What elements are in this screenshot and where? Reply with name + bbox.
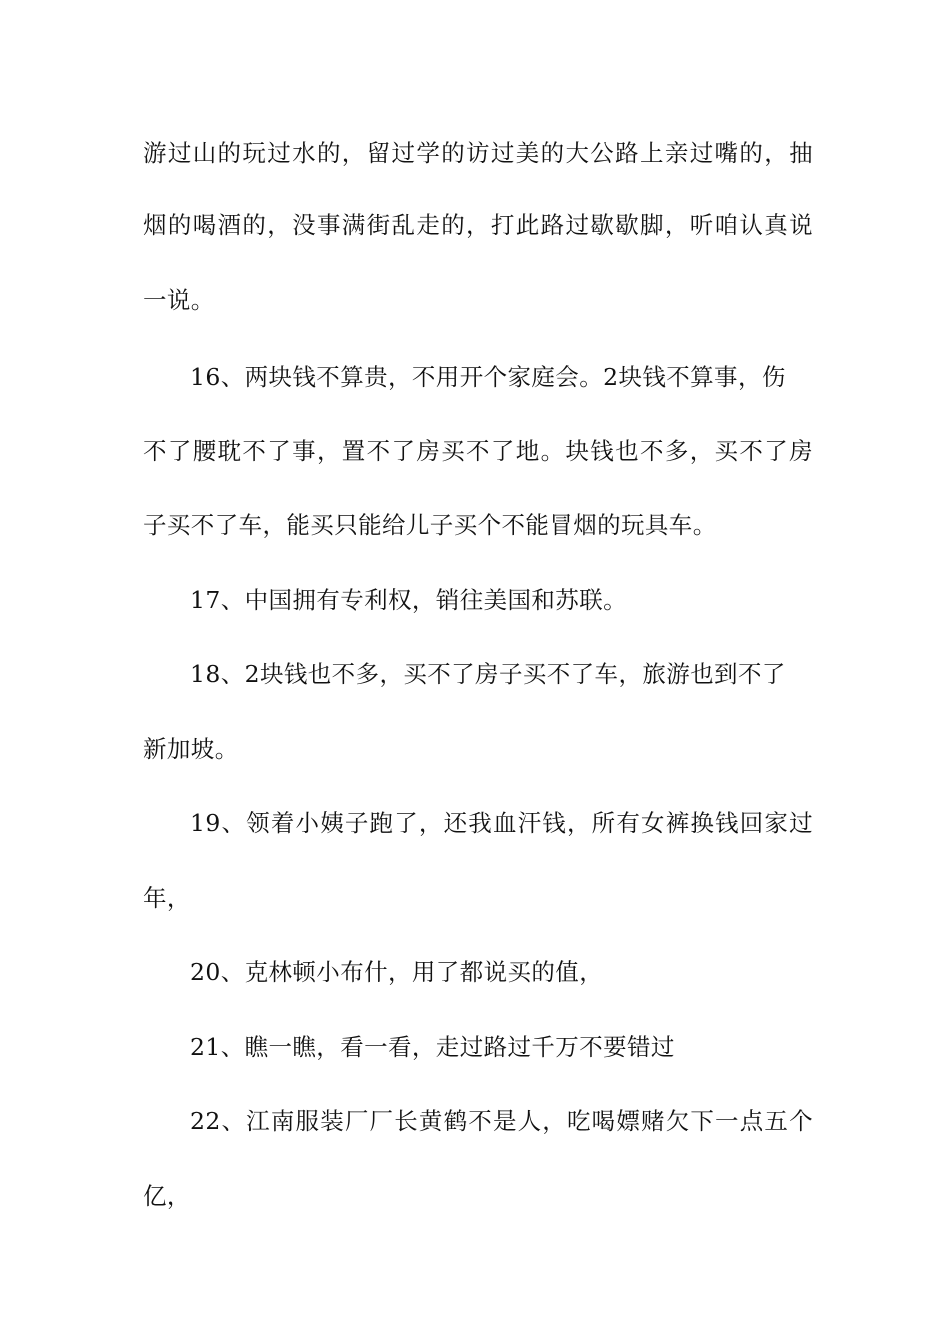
text-line: 烟的喝酒的，没事满街乱走的，打此路过歇歇脚，听咱认真说 [143,211,813,239]
list-item-21: 21、瞧一瞧，看一看，走过路过千万不要错过 [190,1033,675,1061]
text-line: 年， [143,884,191,912]
list-item-19: 19、领着小姨子跑了，还我血汗钱，所有女裤换钱回家过 [190,809,813,837]
text-line: 游过山的玩过水的，留过学的访过美的大公路上亲过嘴的，抽 [143,139,813,167]
list-item-17: 17、中国拥有专利权，销往美国和苏联。 [190,586,628,614]
text-line: 亿， [143,1182,191,1210]
text-line: 新加坡。 [143,735,239,763]
text-line: 子买不了车，能买只能给儿子买个不能冒烟的玩具车。 [143,511,717,539]
list-item-18: 18、2块钱也不多，买不了房子买不了车，旅游也到不了 [190,660,786,688]
list-item-16: 16、两块钱不算贵，不用开个家庭会。2块钱不算事，伤 [190,363,786,391]
list-item-22: 22、江南服装厂厂长黄鹤不是人，吃喝嫖赌欠下一点五个 [190,1107,813,1135]
text-line: 一说。 [143,286,215,314]
list-item-20: 20、克林顿小布什，用了都说买的值， [190,958,604,986]
text-line: 不了腰耽不了事，置不了房买不了地。块钱也不多，买不了房 [143,437,813,465]
